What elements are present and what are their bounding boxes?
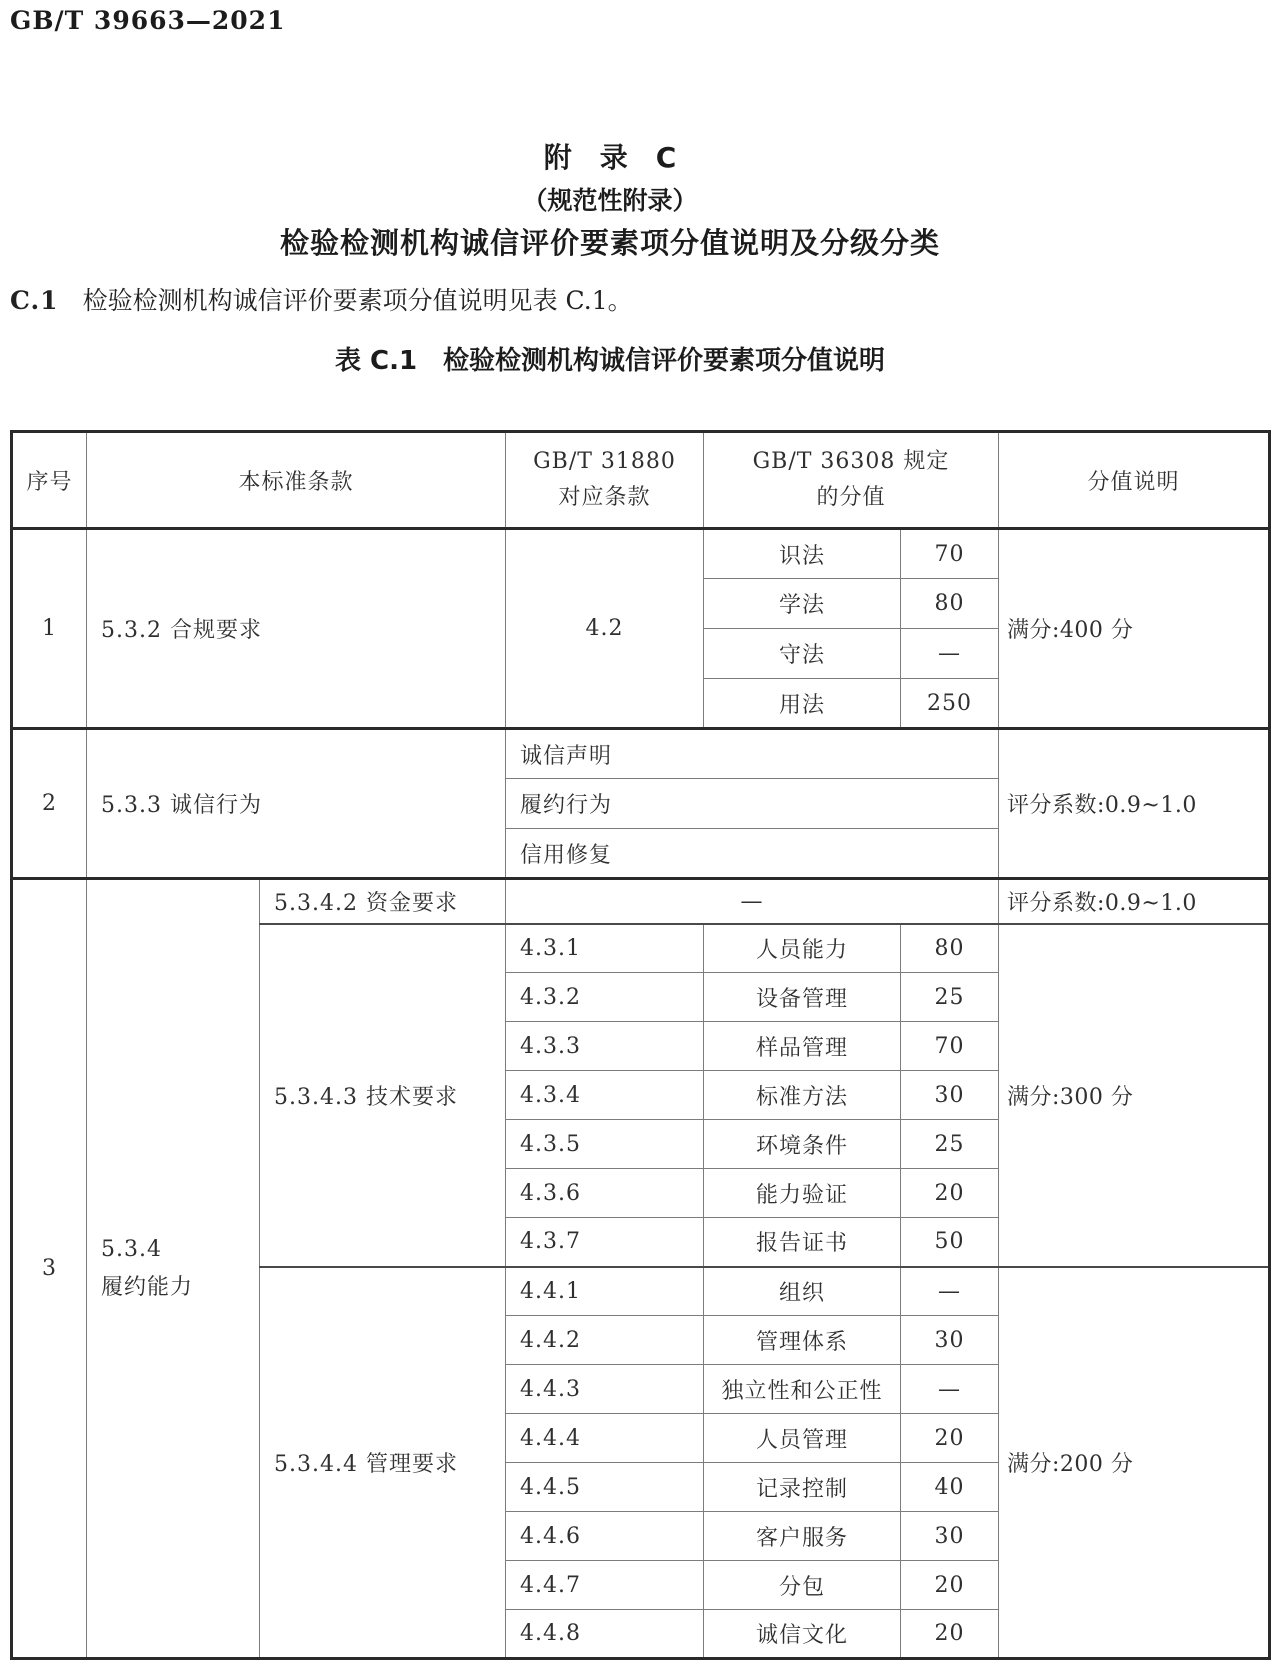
management-name: 独立性和公正性 xyxy=(704,1365,901,1414)
management-name: 客户服务 xyxy=(704,1512,901,1561)
table-caption-label: 表 C.1 xyxy=(334,346,418,376)
management-score: 20 xyxy=(901,1414,999,1463)
technical-score: 25 xyxy=(901,1120,999,1169)
row1-item-score: — xyxy=(901,629,999,679)
technical-name: 标准方法 xyxy=(704,1071,901,1120)
technical-score: 50 xyxy=(901,1218,999,1267)
row1-item-score: 70 xyxy=(901,529,999,579)
technical-name: 设备管理 xyxy=(704,973,901,1022)
management-name: 记录控制 xyxy=(704,1463,901,1512)
row1-item-name: 守法 xyxy=(704,629,901,679)
technical-name: 能力验证 xyxy=(704,1169,901,1218)
technical-score: 80 xyxy=(901,924,999,973)
management-ref: 4.4.2 xyxy=(506,1316,704,1365)
management-ref: 4.4.4 xyxy=(506,1414,704,1463)
row1-item-score: 250 xyxy=(901,679,999,729)
management-name: 分包 xyxy=(704,1561,901,1610)
row1-item-name: 学法 xyxy=(704,579,901,629)
management-ref: 4.4.8 xyxy=(506,1610,704,1659)
row3-clause-line2: 履约能力 xyxy=(101,1274,194,1300)
header-gbt31880-line1: GB/T 31880 xyxy=(533,449,676,474)
funding-note: 评分系数:0.9~1.0 xyxy=(999,879,1270,924)
clause-c1-paragraph xyxy=(10,281,633,317)
header-clause: 本标准条款 xyxy=(87,432,506,529)
row1-note: 满分:400 分 xyxy=(999,529,1270,729)
technical-name: 环境条件 xyxy=(704,1120,901,1169)
header-gbt36308-line1: GB/T 36308 规定 xyxy=(752,449,950,474)
management-note: 满分:200 分 xyxy=(999,1267,1270,1659)
row1-seq: 1 xyxy=(12,529,87,729)
technical-score: 25 xyxy=(901,973,999,1022)
technical-name: 样品管理 xyxy=(704,1022,901,1071)
row1-ref: 4.2 xyxy=(506,529,704,729)
row2-item: 信用修复 xyxy=(506,829,999,879)
row1-item-name: 识法 xyxy=(704,529,901,579)
header-gbt36308 xyxy=(704,432,999,529)
appendix-title: 附 录 C xyxy=(543,141,677,174)
row2-note: 评分系数:0.9~1.0 xyxy=(999,729,1270,879)
management-score: 30 xyxy=(901,1512,999,1561)
technical-ref: 4.3.5 xyxy=(506,1120,704,1169)
management-ref: 4.4.6 xyxy=(506,1512,704,1561)
technical-ref: 4.3.1 xyxy=(506,924,704,973)
appendix-heading: 检验检测机构诚信评价要素项分值说明及分级分类 xyxy=(279,226,940,260)
technical-score: 30 xyxy=(901,1071,999,1120)
technical-note: 满分:300 分 xyxy=(999,924,1270,1267)
row3-clause xyxy=(87,879,260,1659)
clause-c1-label: C.1 xyxy=(10,286,59,315)
row2-item: 履约行为 xyxy=(506,779,999,829)
technical-ref: 4.3.6 xyxy=(506,1169,704,1218)
technical-ref: 4.3.2 xyxy=(506,973,704,1022)
row3-clause-line1: 5.3.4 xyxy=(101,1236,162,1262)
funding-value: — xyxy=(506,879,999,924)
score-table xyxy=(10,430,1271,1660)
technical-name: 报告证书 xyxy=(704,1218,901,1267)
technical-score: 70 xyxy=(901,1022,999,1071)
row2-clause: 5.3.3 诚信行为 xyxy=(87,729,506,879)
technical-ref: 4.3.4 xyxy=(506,1071,704,1120)
table-caption xyxy=(0,340,1220,377)
standard-number: GB/T 39663—2021 xyxy=(10,6,286,35)
header-gbt31880 xyxy=(506,432,704,529)
management-clause: 5.3.4.4 管理要求 xyxy=(260,1267,506,1659)
appendix-type-label: （规范性附录） xyxy=(522,186,698,215)
header-gbt36308-line2: 的分值 xyxy=(816,485,886,510)
header-seq: 序号 xyxy=(12,432,87,529)
management-ref: 4.4.7 xyxy=(506,1561,704,1610)
table-caption-text: 检验检测机构诚信评价要素项分值说明 xyxy=(443,346,886,376)
management-score: 20 xyxy=(901,1610,999,1659)
row2-item: 诚信声明 xyxy=(506,729,999,779)
management-score: — xyxy=(901,1365,999,1414)
technical-ref: 4.3.7 xyxy=(506,1218,704,1267)
management-name: 组织 xyxy=(704,1267,901,1316)
row3-seq: 3 xyxy=(12,879,87,1659)
management-name: 管理体系 xyxy=(704,1316,901,1365)
clause-c1-text: 检验检测机构诚信评价要素项分值说明见表 C.1。 xyxy=(82,286,633,315)
technical-ref: 4.3.3 xyxy=(506,1022,704,1071)
management-name: 诚信文化 xyxy=(704,1610,901,1659)
row1-item-name: 用法 xyxy=(704,679,901,729)
row1-clause: 5.3.2 合规要求 xyxy=(87,529,506,729)
management-score: 20 xyxy=(901,1561,999,1610)
row2-seq: 2 xyxy=(12,729,87,879)
technical-clause: 5.3.4.3 技术要求 xyxy=(260,924,506,1267)
header-gbt31880-line2: 对应条款 xyxy=(558,485,651,510)
row1-item-score: 80 xyxy=(901,579,999,629)
management-score: — xyxy=(901,1267,999,1316)
management-score: 30 xyxy=(901,1316,999,1365)
funding-clause: 5.3.4.2 资金要求 xyxy=(260,879,506,924)
management-ref: 4.4.1 xyxy=(506,1267,704,1316)
technical-score: 20 xyxy=(901,1169,999,1218)
management-score: 40 xyxy=(901,1463,999,1512)
header-note: 分值说明 xyxy=(999,432,1270,529)
management-name: 人员管理 xyxy=(704,1414,901,1463)
management-ref: 4.4.5 xyxy=(506,1463,704,1512)
management-ref: 4.4.3 xyxy=(506,1365,704,1414)
technical-name: 人员能力 xyxy=(704,924,901,973)
